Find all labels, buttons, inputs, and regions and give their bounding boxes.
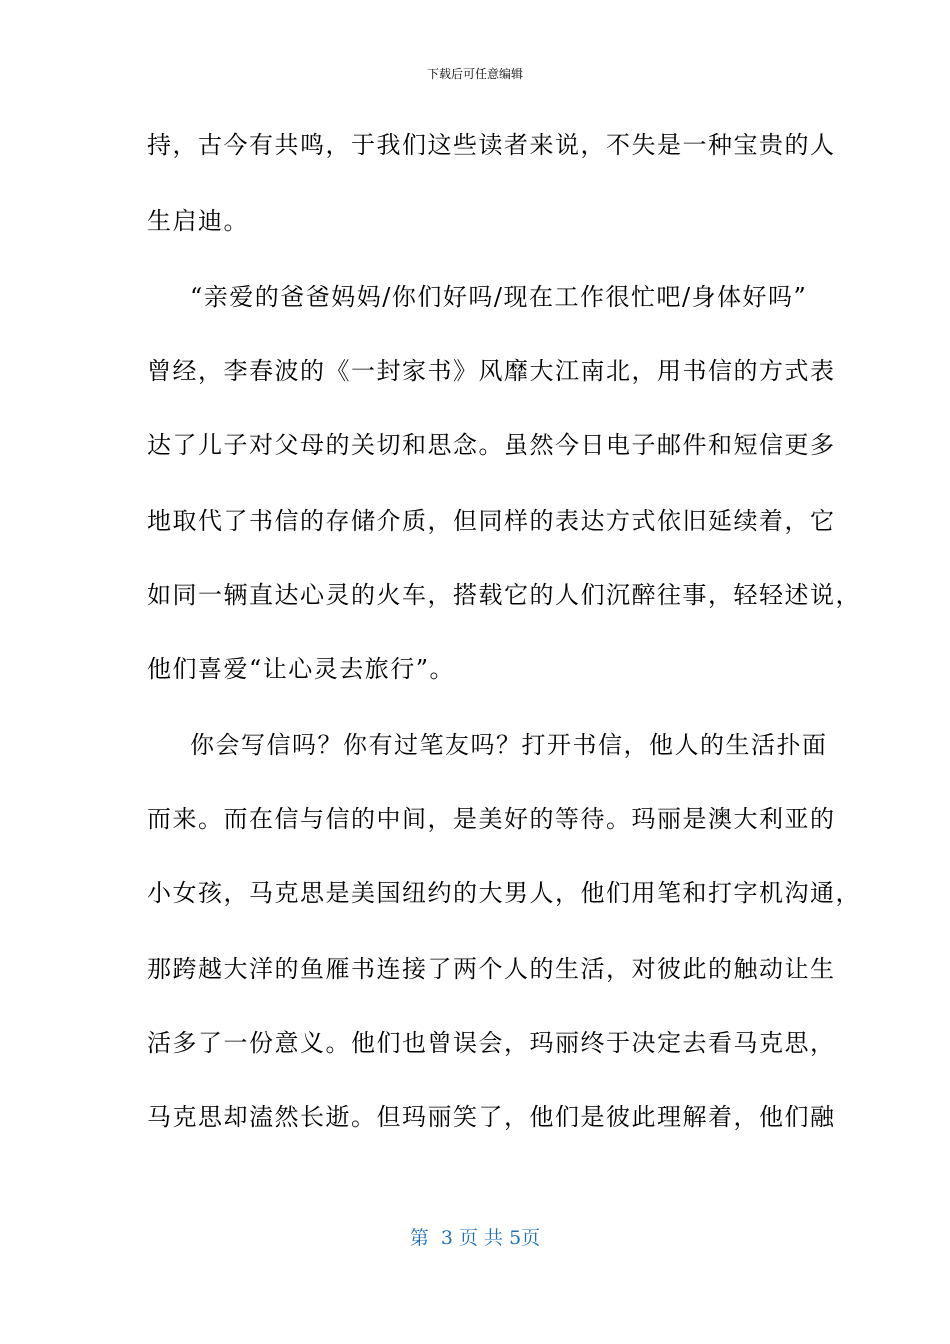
paragraph-line-12: 那跨越大洋的鱼雁书连接了两个人的生活，对彼此的触动让生 (147, 955, 836, 983)
paragraph-line-13: 活多了一份意义。他们也曾误会，玛丽终于决定去看马克思， (147, 1029, 836, 1057)
paragraph-line-6: 地取代了书信的存储介质，但同样的表达方式依旧延续着，它 (147, 507, 836, 535)
paragraph-line-7: 如同一辆直达心灵的火车，搭载它的人们沉醉往事，轻轻述说， (147, 581, 861, 609)
paragraph-line-9: 你会写信吗？你有过笔友吗？打开书信，他人的生活扑面 (190, 731, 828, 759)
paragraph-line-4: 曾经，李春波的《一封家书》风靡大江南北，用书信的方式表 (147, 357, 836, 385)
paragraph-line-5: 达了儿子对父母的关切和思念。虽然今日电子邮件和短信更多 (147, 431, 836, 459)
paragraph-line-14: 马克思却溘然长逝。但玛丽笑了，他们是彼此理解着，他们融 (147, 1103, 836, 1131)
paragraph-line-2: 生启迪。 (147, 207, 249, 235)
page-footer: 第 3 页 共 5页 (409, 1227, 541, 1249)
page-header: 下载后可任意编辑 (426, 67, 523, 81)
paragraph-line-11: 小女孩，马克思是美国纽约的大男人，他们用笔和打字机沟通， (147, 879, 861, 907)
paragraph-line-1: 持，古今有共鸣，于我们这些读者来说，不失是一种宝贵的人 (147, 131, 836, 159)
paragraph-line-8: 他们喜爱“让心灵去旅行”。 (147, 655, 456, 683)
paragraph-line-10: 而来。而在信与信的中间，是美好的等待。玛丽是澳大利亚的 (147, 805, 836, 833)
paragraph-line-3: “亲爱的爸爸妈妈/你们好吗/现在工作很忙吧/身体好吗” (190, 283, 808, 311)
